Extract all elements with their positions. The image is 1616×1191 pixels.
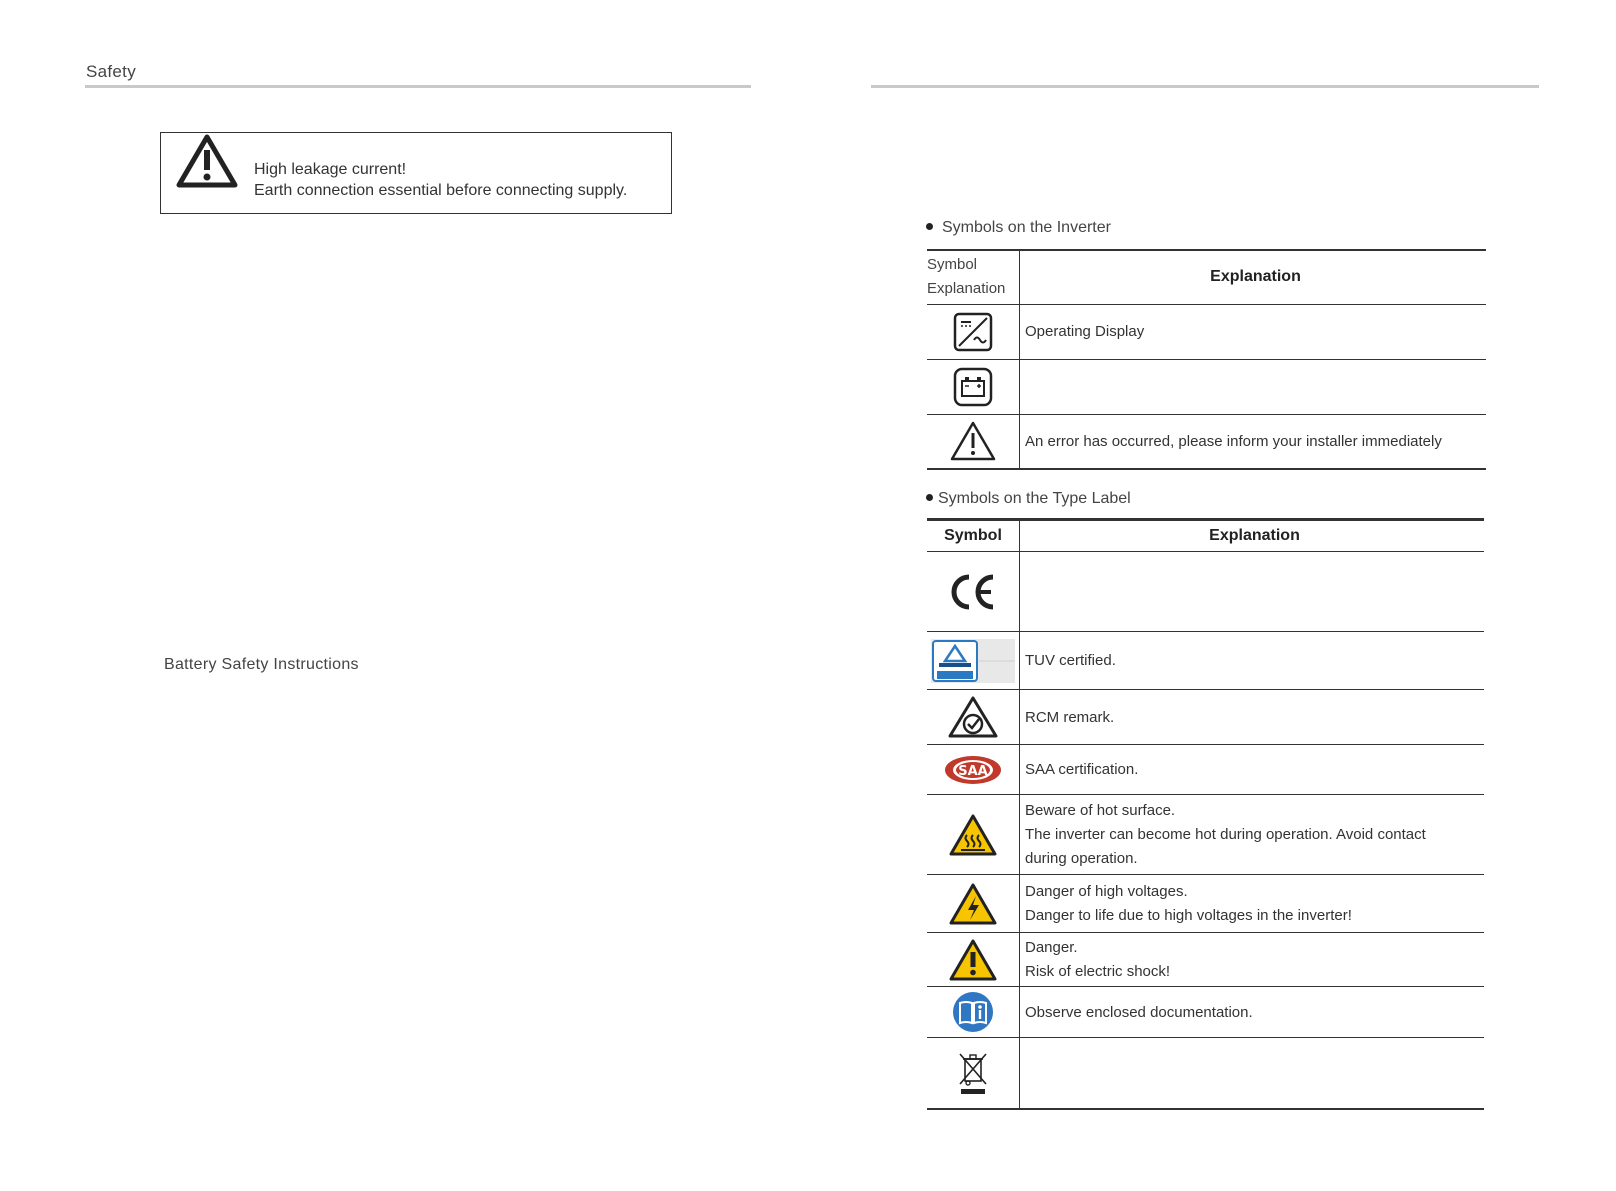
header-rule-right bbox=[871, 85, 1539, 88]
row-explanation-line2: Risk of electric shock! bbox=[1025, 962, 1171, 980]
high-voltage-icon bbox=[948, 882, 998, 926]
table-row bbox=[927, 933, 1484, 987]
label-symbols-bullet: Symbols on the Type Label bbox=[926, 490, 1131, 508]
row-explanation-line1: Danger. bbox=[1025, 938, 1078, 956]
weee-bin-icon bbox=[956, 1050, 990, 1096]
row-explanation: TUV certified. bbox=[1025, 652, 1116, 669]
inverter-display-icon bbox=[953, 312, 993, 352]
row-explanation: SAA certification. bbox=[1025, 761, 1139, 778]
inverter-symbols-bullet: Symbols on the Inverter bbox=[926, 219, 1111, 237]
leakage-warning-line1: High leakage current! bbox=[254, 161, 407, 178]
row-explanation: RCM remark. bbox=[1025, 708, 1115, 726]
manual-icon bbox=[952, 991, 994, 1033]
tuv-logo-icon bbox=[931, 639, 1015, 683]
hot-surface-icon bbox=[948, 813, 998, 857]
row-explanation-line2: Danger to life due to high voltages in the inverter! bbox=[1025, 906, 1352, 924]
table-row bbox=[927, 690, 1484, 745]
table-row bbox=[927, 304, 1486, 359]
table-row bbox=[927, 414, 1486, 469]
inverter-symbols-table bbox=[927, 249, 1486, 470]
page-section-title: Safety bbox=[86, 62, 136, 81]
table-row bbox=[927, 745, 1484, 795]
row-explanation-line2: The inverter can become hot during operation. Avoid contact bbox=[1025, 825, 1426, 843]
danger-icon bbox=[948, 938, 998, 982]
saa-logo-icon bbox=[943, 752, 1003, 788]
leakage-warning-line2: Earth connection essential before connecting supply. bbox=[254, 182, 628, 199]
rcm-mark-icon bbox=[947, 695, 999, 739]
table-row bbox=[927, 987, 1484, 1038]
label-symbols-table bbox=[927, 518, 1484, 1110]
table-header-row bbox=[927, 250, 1486, 304]
ce-mark-icon bbox=[949, 572, 997, 612]
table-row bbox=[927, 552, 1484, 632]
row-explanation bbox=[1020, 1038, 1485, 1109]
table-row bbox=[927, 1038, 1484, 1109]
header-rule-left bbox=[85, 85, 751, 88]
column-header-explanation: Explanation bbox=[1209, 527, 1300, 544]
row-explanation bbox=[1020, 359, 1487, 414]
column-header-symbol: Symbol bbox=[927, 256, 978, 274]
row-explanation-line3: during operation. bbox=[1025, 849, 1138, 867]
row-explanation: Observe enclosed documentation. bbox=[1025, 1003, 1253, 1021]
table-header-row bbox=[927, 520, 1484, 552]
table-row bbox=[927, 875, 1484, 933]
table-row bbox=[927, 632, 1484, 690]
column-header-symbol-sub: Explanation bbox=[927, 280, 1006, 298]
battery-safety-heading: Battery Safety Instructions bbox=[164, 656, 359, 673]
warning-triangle-icon bbox=[175, 133, 239, 189]
leakage-warning-box bbox=[160, 132, 672, 214]
row-explanation: An error has occurred, please inform your installer immediately bbox=[1025, 432, 1442, 450]
column-header-explanation: Explanation bbox=[1210, 268, 1301, 286]
battery-status-icon bbox=[953, 367, 993, 407]
table-row bbox=[927, 359, 1486, 414]
row-explanation-line1: Danger of high voltages. bbox=[1025, 882, 1188, 900]
column-header-symbol: Symbol bbox=[927, 520, 1020, 552]
row-explanation bbox=[1020, 552, 1485, 632]
row-explanation: Operating Display bbox=[1025, 323, 1145, 340]
warning-triangle-icon bbox=[949, 420, 997, 462]
svg-text:SAA: SAA bbox=[958, 763, 988, 779]
table-row bbox=[927, 795, 1484, 875]
row-explanation-line1: Beware of hot surface. bbox=[1025, 801, 1176, 819]
